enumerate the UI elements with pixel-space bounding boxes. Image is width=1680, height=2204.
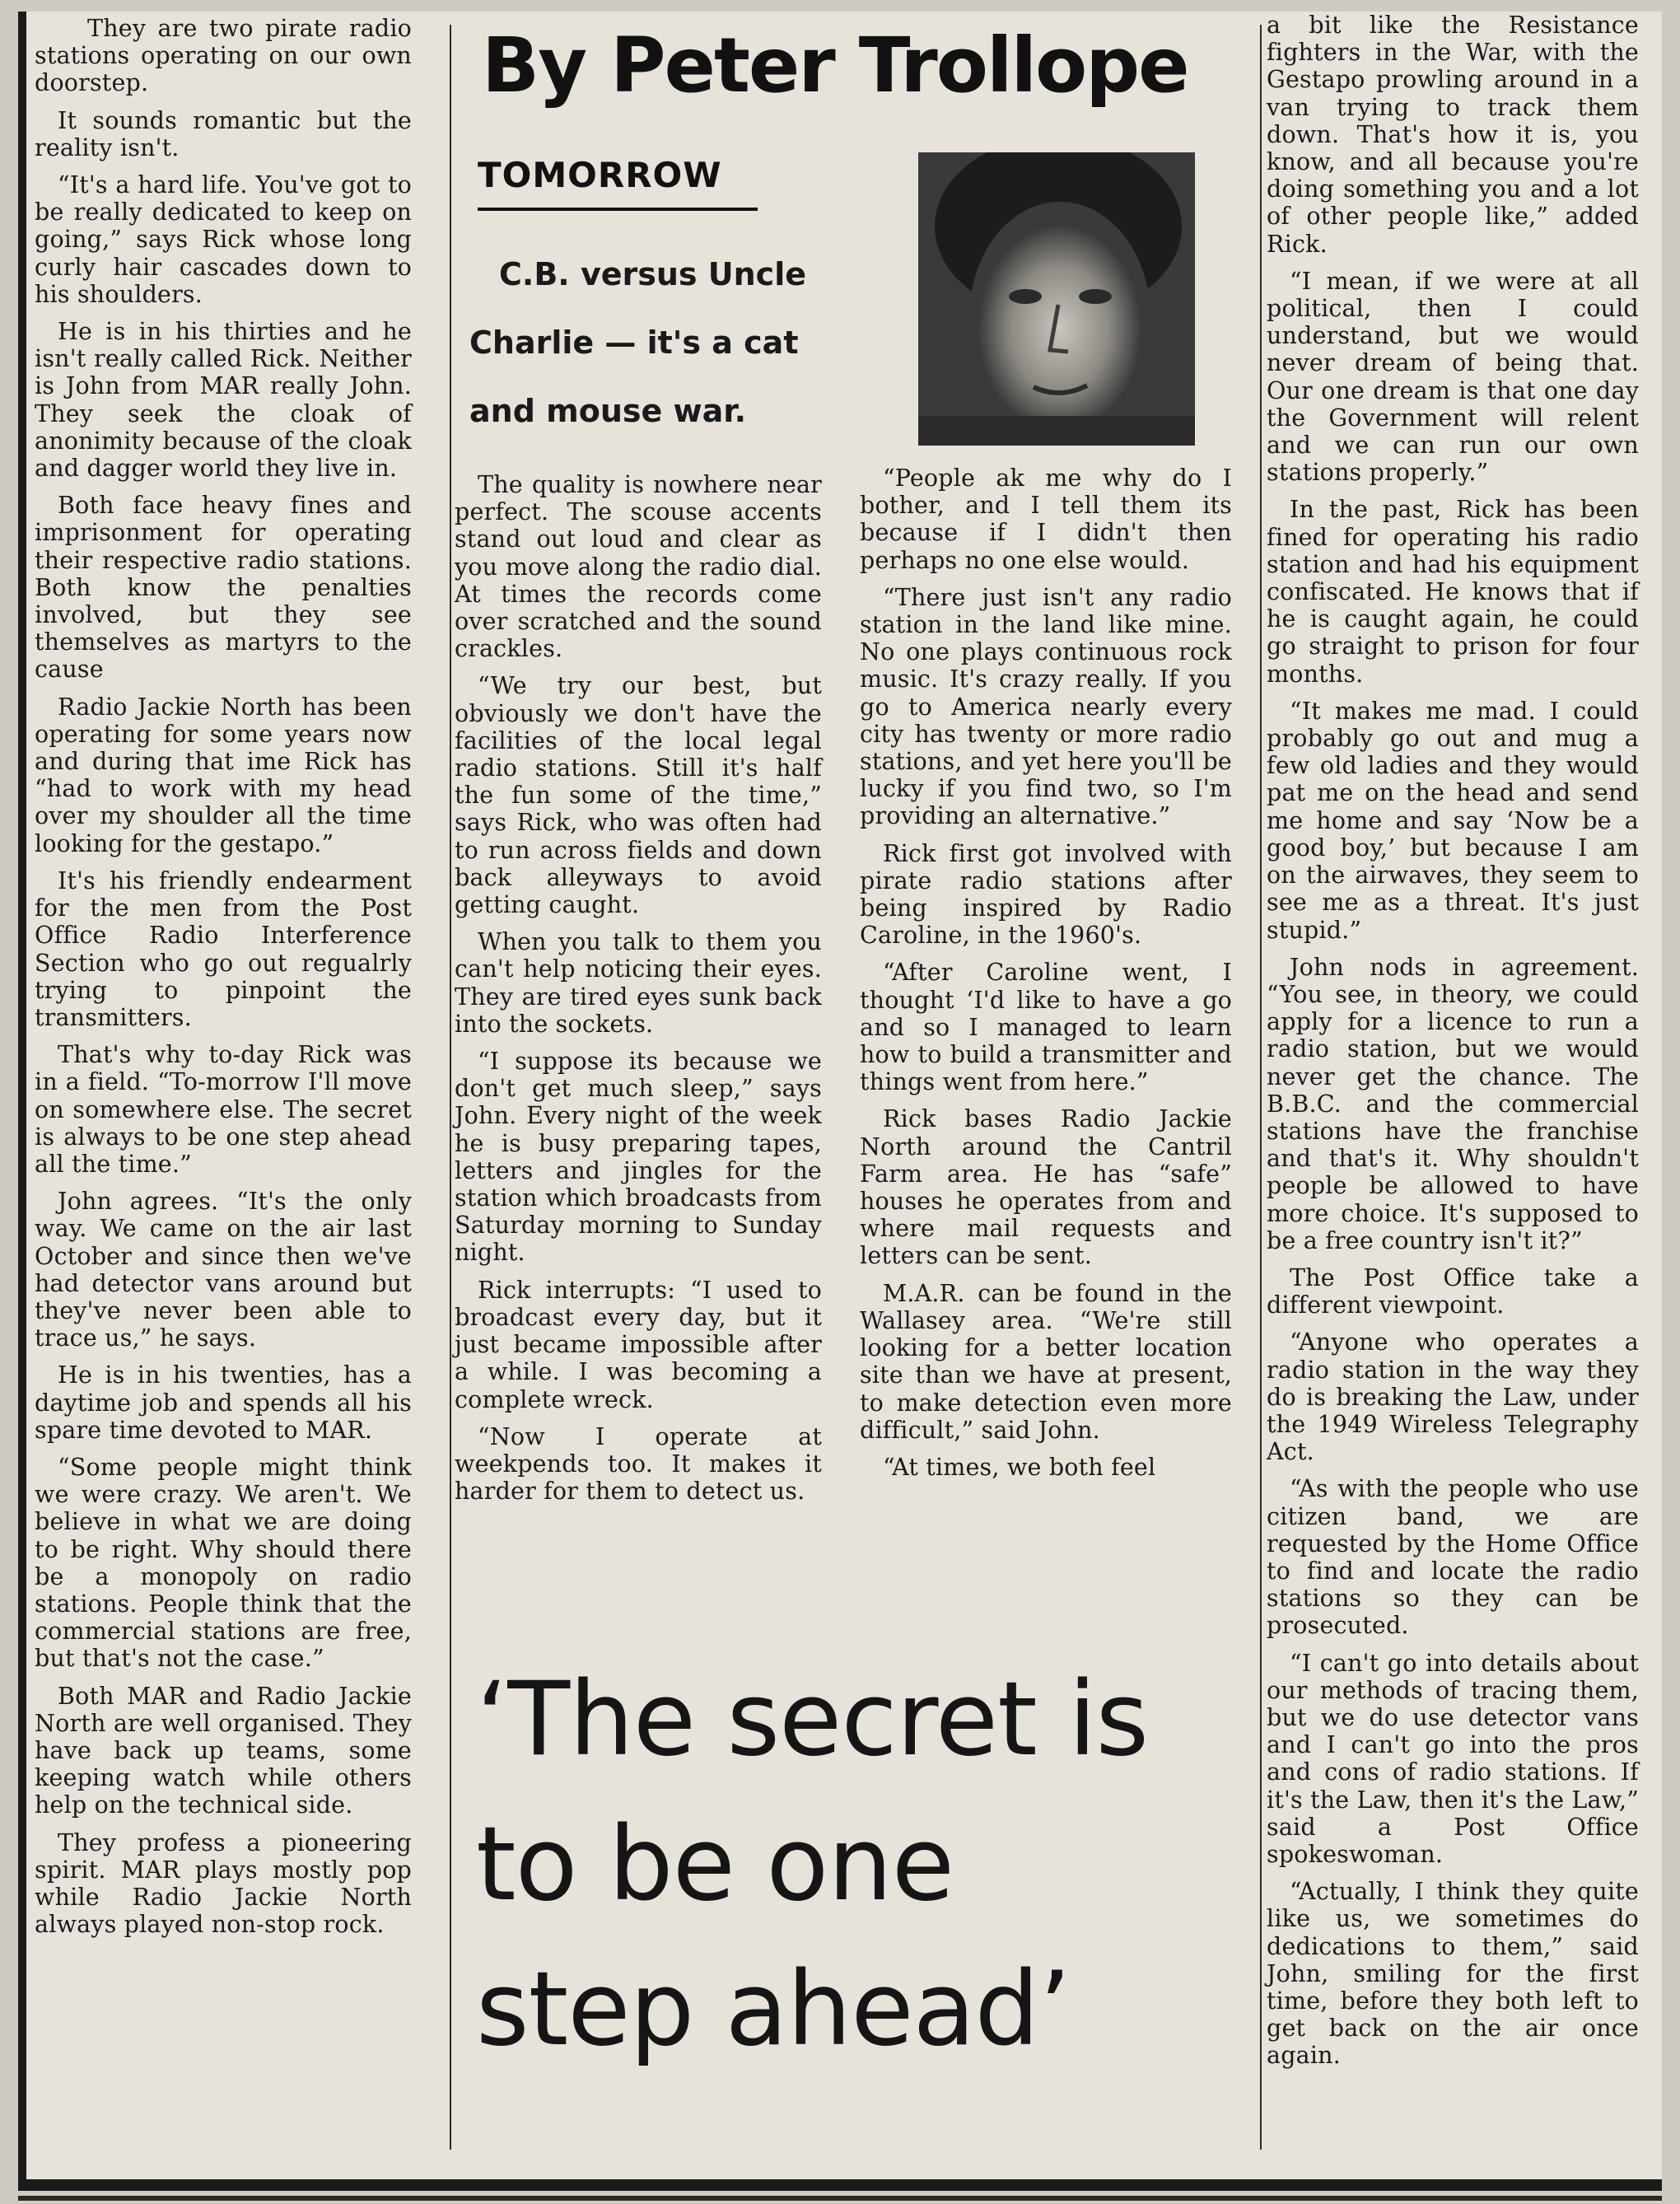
pull-quote-line: step ahead’ <box>476 1950 1071 2069</box>
paragraph: “Anyone who operates a radio station in the way they do is breaking the Law, under the 1949 Wireless Telegraphy Act. <box>1267 1328 1639 1466</box>
column-3 <box>860 465 1232 1491</box>
paragraph: It's his friendly endearment for the men from the Post Office Radio Interference Section who go out regualrly trying to pinpoint the transmitters. <box>35 866 412 1031</box>
paragraph: It sounds romantic but the reality isn't. <box>35 106 412 161</box>
paragraph: “We try our best, but obviously we don't have the facilities of the local legal radio stations. Still it's half the fun some of the time,” says Rick, who was often had to run across fields and down back alleyways to avoid getting caught. <box>455 672 822 919</box>
column-divider <box>450 25 451 2150</box>
paragraph: That's why to-day Rick was in a field. “To-morrow I'll move on somewhere else. The secret is always to be one step ahead all the time.” <box>35 1041 412 1178</box>
paragraph: Rick interrupts: “I used to broadcast every day, but it just became impossible after a while. I was becoming a complete wreck. <box>455 1276 822 1413</box>
paragraph: The Post Office take a different viewpoint. <box>1267 1263 1639 1319</box>
paragraph: Rick first got involved with pirate radio stations after being inspired by Radio Caroline, in the 1960's. <box>860 839 1232 950</box>
paragraph: Radio Jackie North has been operating for some years now and during that ime Rick has “had to work with my head over my shoulder all the time looking for the gestapo.” <box>35 693 412 857</box>
byline: By Peter Trollope <box>482 21 1188 110</box>
paragraph: “At times, we both feel <box>883 1453 1156 1481</box>
paragraph: “Actually, I think they quite like us, we sometimes do dedications to them,” said John, smiling for the first time, before they both left to get back on the air once again. <box>1267 1878 1639 2070</box>
paragraph: M.A.R. can be found in the Wallasey area. “We're still looking for a better location site than we have at present, to make detection even more difficult,” said John. <box>860 1279 1232 1444</box>
paragraph: “I can't go into details about our methods of tracing them, but we do use detector vans and I can't go into the pros and cons of radio stations. If it's the Law, then it's the Law,” said a Post Office spokeswoman. <box>1267 1649 1639 1868</box>
tomorrow-teaser <box>469 240 840 446</box>
bottom-border-rule <box>18 2179 1662 2191</box>
paragraph: The quality is nowhere near perfect. The scouse accents stand out loud and clear as you move along the radio dial. At times the records come over scratched and the sound crackles. <box>455 471 822 663</box>
paragraph: “I suppose its because we don't get much sleep,” says John. Every night of the week he is busy preparing tapes, letters and jingles for the station which broadcasts from Saturday morning to Sunday night. <box>455 1048 822 1267</box>
column-2 <box>455 471 822 1515</box>
paragraph: “As with the people who use citizen band, we are requested by the Home Office to find and locate the radio stations so they can be prosecuted. <box>1267 1475 1639 1640</box>
teaser-line: and mouse war. <box>469 393 747 429</box>
teaser-line: C.B. versus Uncle <box>499 256 806 292</box>
column-1 <box>35 15 412 1948</box>
paragraph: a bit like the Resistance fighters in the War, with the Gestapo prowling around in a van trying to track them down. That's how it is, you know, and all because you're doing something you and a lot of other people like,” added Rick. <box>1267 12 1639 258</box>
paragraph: “Now I operate at weekpends too. It makes it harder for them to detect us. <box>455 1422 822 1506</box>
pull-quote <box>476 1647 1217 2082</box>
paragraph: “I mean, if we were at all political, then I could understand, but we would never dream of being that. Our one dream is that one day the Government will relent and we can run our own stations properly.” <box>1267 267 1639 487</box>
left-border-rule <box>18 12 26 2186</box>
pull-quote-line: ‘The secret is <box>476 1660 1149 1779</box>
paragraph: He is in his twenties, has a daytime job and spends all his spare time devoted to MAR. <box>35 1361 412 1444</box>
column-4 <box>1267 12 1639 2080</box>
tomorrow-label: TOMORROW <box>478 155 722 195</box>
column-divider <box>1260 25 1262 2150</box>
teaser-line: Charlie — it's a cat <box>469 325 799 361</box>
bottom-border-rule-secondary <box>18 2196 1662 2201</box>
paragraph: Rick bases Radio Jackie North around the Cantril Farm area. He has “safe” houses he operates from and where mail requests and letters can be sent. <box>860 1105 1232 1270</box>
paragraph: Both face heavy fines and imprisonment for operating their respective radio stations. Both know the penalties involved, but they see themselves as martyrs to the cause <box>35 492 412 684</box>
paragraph: “There just isn't any radio station in the land like mine. No one plays continuous rock music. It's crazy really. If you go to America nearly every city has twenty or more radio stations, and yet here you'll be lucky if you find two, so I'm providing an alternative.” <box>860 583 1232 830</box>
paragraph: “It makes me mad. I could probably go out and mug a few old ladies and they would pat me on the head and send me home and say ‘Now be a good boy,’ but because I am on the airwaves, they seem to see me as a threat. It's just stupid.” <box>1267 697 1639 944</box>
paragraph: In the past, Rick has been fined for operating his radio station and had his equipment confiscated. He knows that if he is caught again, he could go straight to prison for four months. <box>1267 496 1639 688</box>
paragraph: John nods in agreement. “You see, in theory, we could apply for a licence to run a radio station, but we would never get the chance. The B.B.C. and the commercial stations have the franchise and that's it. Why shouldn't people be allowed to have more choice. It's supposed to be a free country isn't it?” <box>1267 953 1639 1254</box>
author-photo <box>918 152 1195 446</box>
paragraph: John agrees. “It's the only way. We came on the air last October and since then we've had detector vans around but they've never been able to trace us,” he says. <box>35 1188 412 1352</box>
paragraph: “Some people might think we were crazy. We aren't. We believe in what we are doing to be right. Why should there be a monopoly on radio stations. People think that the commercial stations are free, but that's not the case.” <box>35 1453 412 1673</box>
paragraph: When you talk to them you can't help noticing their eyes. They are tired eyes sunk back into the sockets. <box>455 928 822 1038</box>
paragraph: Both MAR and Radio Jackie North are well organised. They have back up teams, some keeping watch while others help on the technical side. <box>35 1682 412 1819</box>
paragraph: “It's a hard life. You've got to be really dedicated to keep on going,” says Rick whose long curly hair cascades down to his shoulders. <box>35 171 412 308</box>
paragraph: “After Caroline went, I thought ‘I'd like to have a go and so I managed to learn how to build a transmitter and things went from here.” <box>860 959 1232 1096</box>
paragraph: “People ak me why do I bother, and I tell them its because if I didn't then perhaps no one else would. <box>860 465 1232 574</box>
paragraph: He is in his thirties and he isn't really called Rick. Neither is John from MAR really John. They seek the cloak of anonimity because of the cloak and dagger world they live in. <box>35 318 412 483</box>
paragraph: They profess a pioneering spirit. MAR plays mostly pop while Radio Jackie North always played non-stop rock. <box>35 1828 412 1939</box>
paragraph: They are two pirate radio stations operating on our own doorstep. <box>35 15 412 97</box>
tomorrow-underline <box>478 208 758 211</box>
pull-quote-line: to be one <box>476 1805 954 1924</box>
